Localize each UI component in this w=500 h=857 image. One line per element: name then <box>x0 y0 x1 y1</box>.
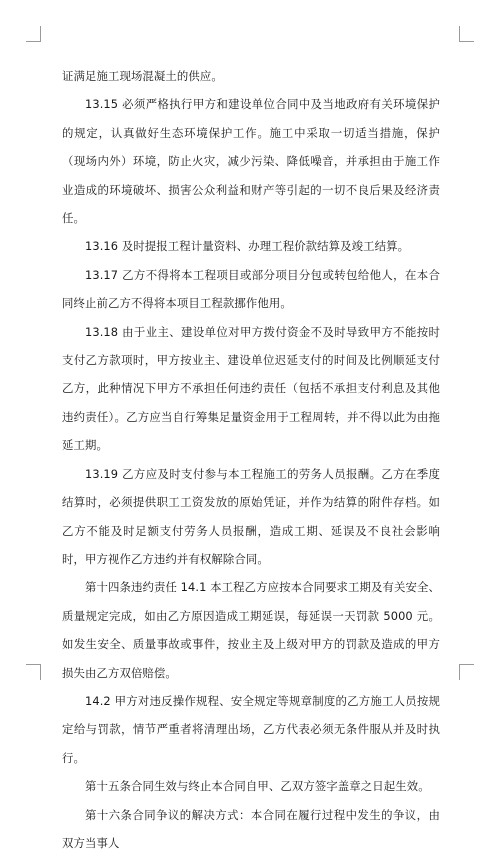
crop-mark-top-left-vertical <box>40 26 41 42</box>
crop-mark-top-left-horizontal <box>26 41 41 42</box>
paragraph-14-2: 14.2 甲方对违反操作规程、安全规定等规章制度的乙方施工人员按规定给与罚款，情节严重者将清理出场，乙方代表必须无条件服从并及时执行。 <box>62 693 440 765</box>
paragraph-13-18: 13.18 由于业主、建设单位对甲方拨付资金不及时导致甲方不能按时支付乙方款项时，甲方按业主、建设单位迟延支付的时间及比例顺延支付乙方，此种情况下甲方不承担任何违约责任（包括不承担支付利息及其他违约责任）。乙方应当自行筹集足量资金用于工程周转，并不得以此为由拖延工期。 <box>62 324 440 453</box>
paragraph-article-14: 第十四条违约责任 14.1 本工程乙方应按本合同要求工期及有关安全、质量规定完成，如由乙方原因造成工期延误，每延误一天罚款 5000 元。如发生安全、质量事故或事件，按业主及上级对甲方的罚款及造成的甲方损失由乙方双倍赔偿。 <box>62 580 440 680</box>
document-body <box>62 62 440 857</box>
crop-mark-top-right-horizontal <box>459 41 474 42</box>
paragraph-13-15: 13.15 必须严格执行甲方和建设单位合同中及当地政府有关环境保护的规定，认真做好生态环境保护工作。施工中采取一切适当措施，保护（现场内外）环境，防止火灾，减少污染、降低噪音，并承担由于施工作业造成的环境破坏、损害公众利益和财产等引起的一切不良后果及经济责任。 <box>62 97 440 226</box>
paragraph-continuation: 证满足施工现场混凝土的供应。 <box>62 69 223 83</box>
paragraph-13-17: 13.17 乙方不得将本工程项目或部分项目分包或转包给他人，在本合同终止前乙方不得将本项目工程款挪作他用。 <box>62 267 440 311</box>
paragraph-article-16: 第十六条合同争议的解决方式：本合同在履行过程中发生的争议，由双方当事人 <box>62 807 440 850</box>
paragraph-13-16: 13.16 及时提报工程计量资料、办理工程价款结算及竣工结算。 <box>85 239 410 254</box>
crop-mark-top-right-vertical <box>459 26 460 42</box>
paragraph-article-15: 第十五条合同生效与终止本合同自甲、乙双方签字盖章之日起生效。 <box>85 779 430 794</box>
paragraph-13-19: 13.19 乙方应及时支付参与本工程施工的劳务人员报酬。乙方在季度结算时，必须提供职工工资发放的原始凭证，并作为结算的附件存档。如乙方不能及时足额支付劳务人员报酬，造成工期、延误及不良社会影响时，甲方视作乙方违约并有权解除合同。 <box>62 466 440 566</box>
crop-mark-bottom-right-horizontal <box>459 664 474 665</box>
crop-mark-bottom-right-vertical <box>459 664 460 680</box>
crop-mark-bottom-left-horizontal <box>26 664 41 665</box>
crop-mark-bottom-left-vertical <box>40 664 41 680</box>
